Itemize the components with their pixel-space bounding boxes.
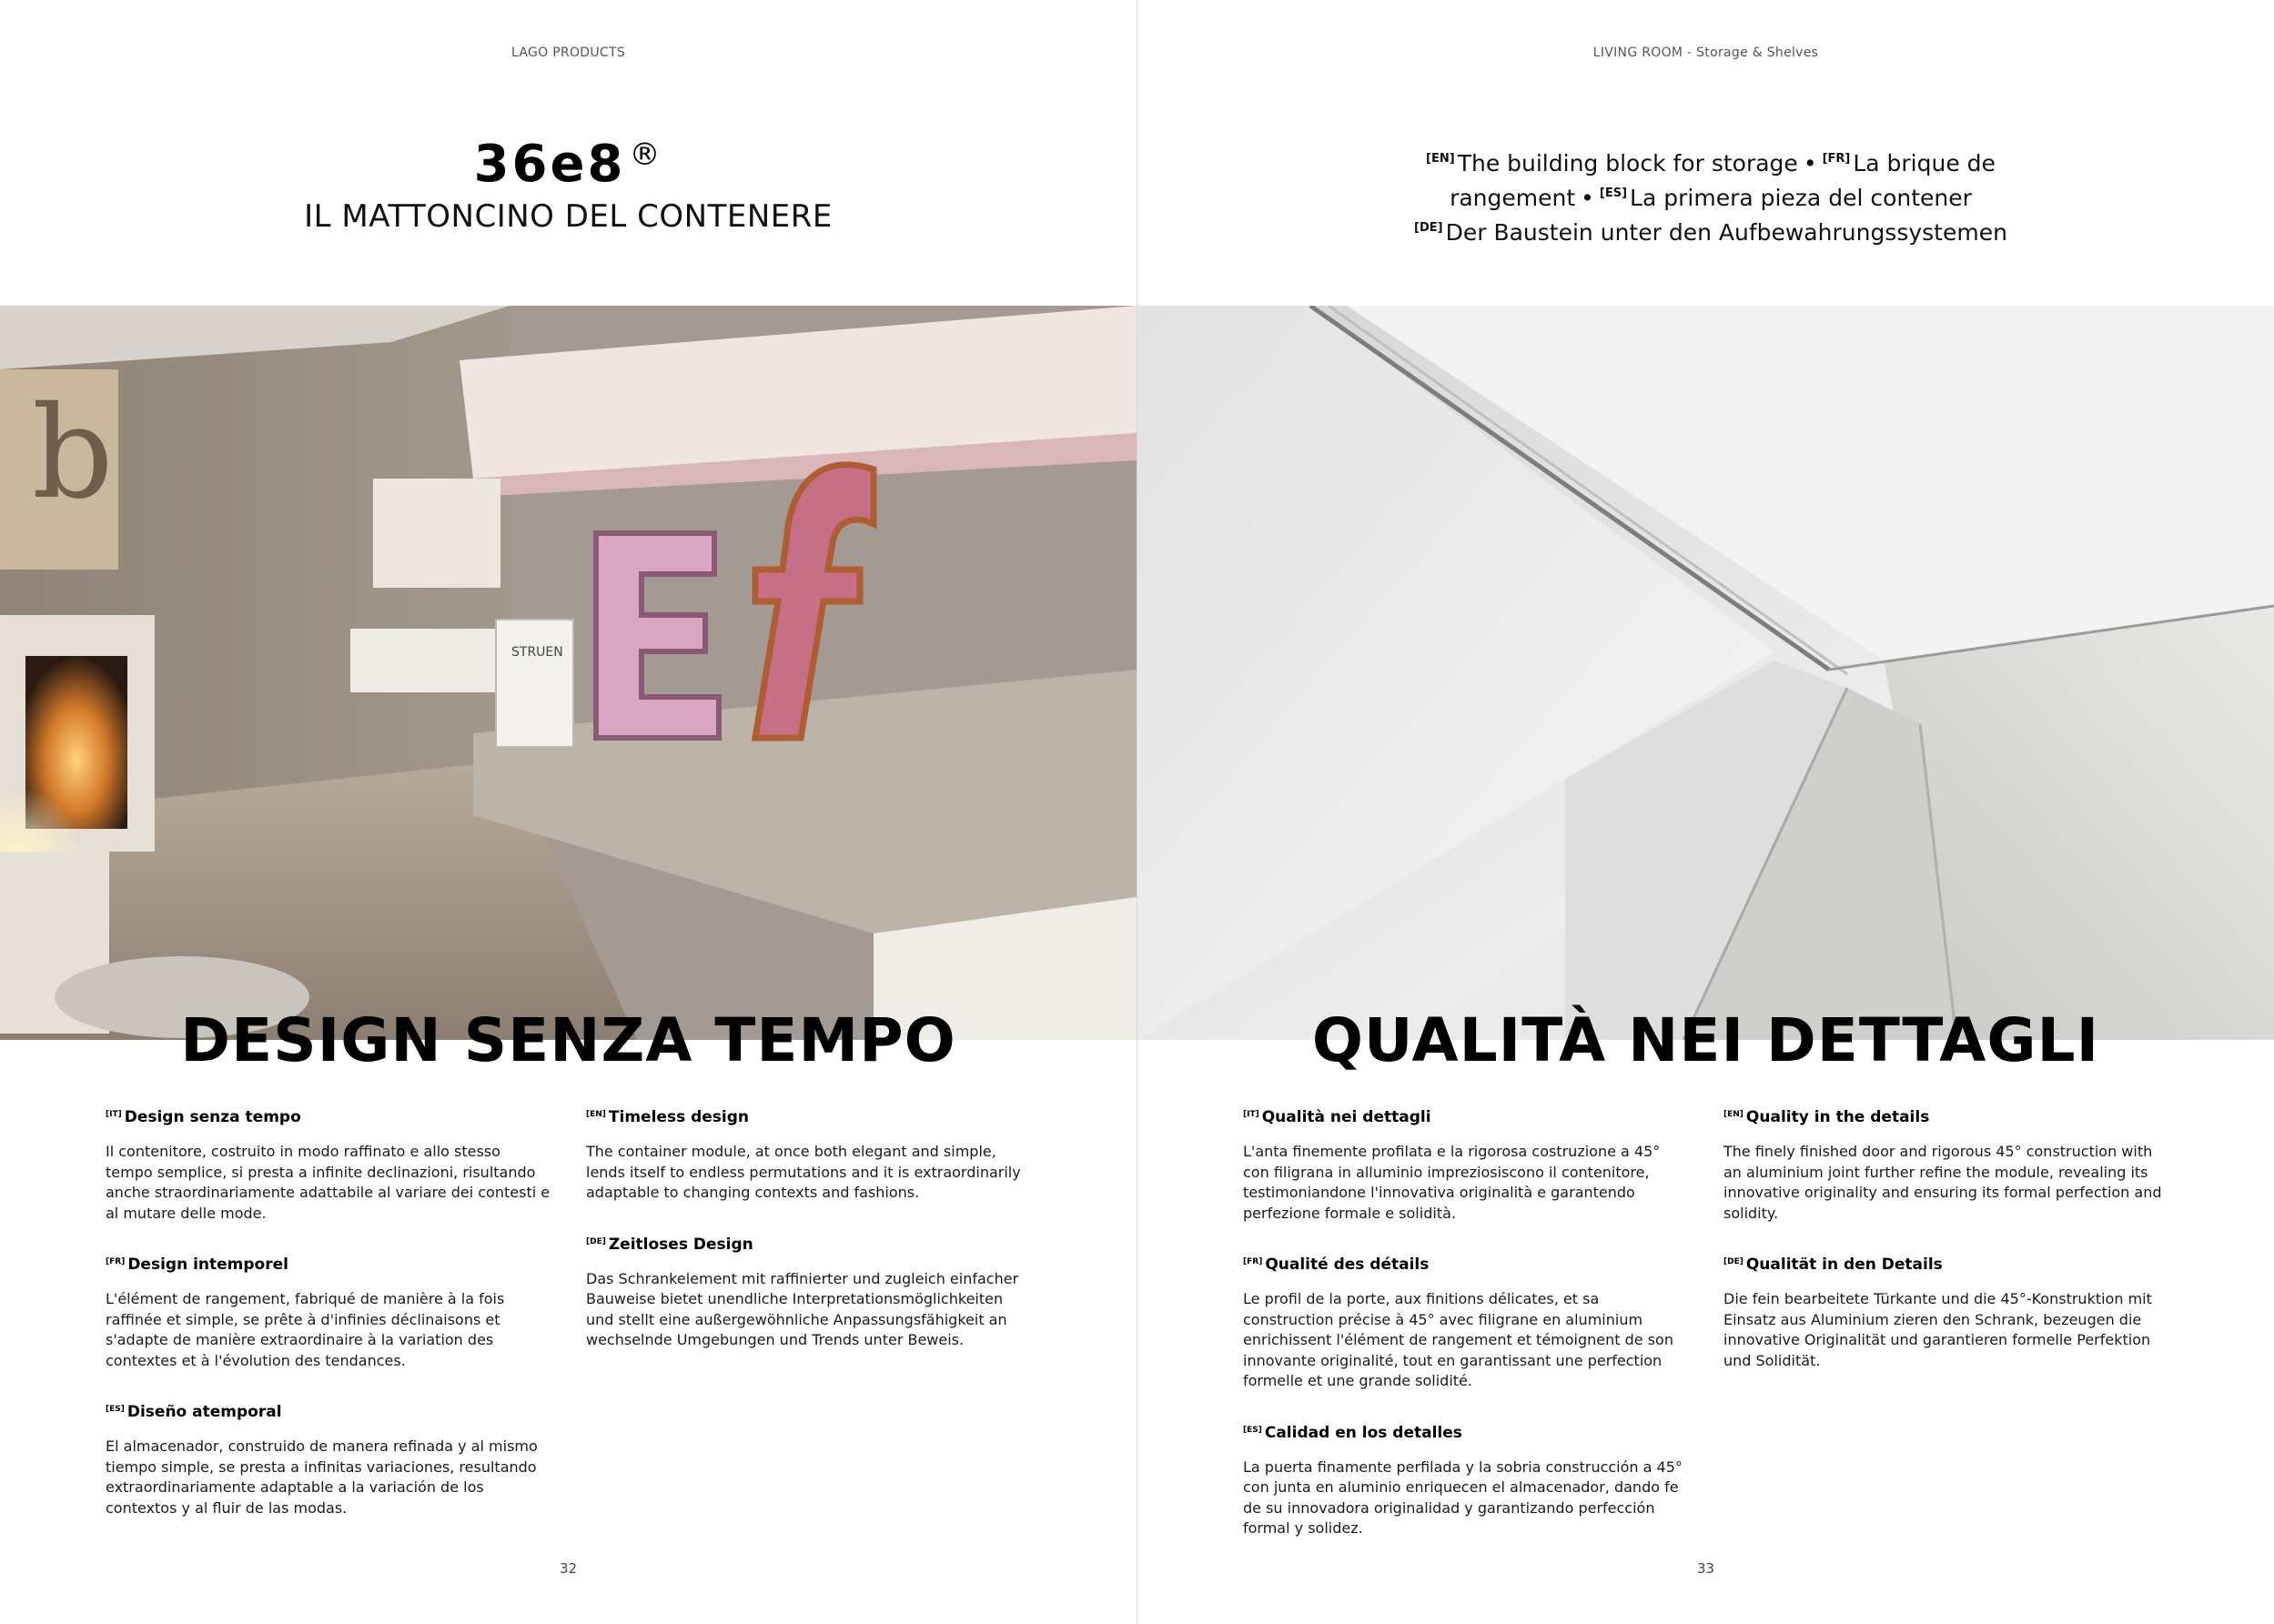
book-label: STRUEN bbox=[511, 645, 563, 660]
block-text: Il contenitore, costruito in modo raffinato e allo stesso tempo semplice, si presta a infinite declinazioni, risultando anche straordinariamente adattabile al variare dei contesti e al mutare delle mode. bbox=[106, 1143, 551, 1222]
page-number: 32 bbox=[559, 1560, 578, 1577]
block-title-text: Qualità nei dettagli bbox=[1261, 1108, 1431, 1126]
block-title-text: Qualité des détails bbox=[1265, 1256, 1430, 1274]
text-block bbox=[586, 1105, 1032, 1204]
page-number: 33 bbox=[1696, 1560, 1715, 1577]
subtitle: IL MATTONCINO DEL CONTENERE bbox=[304, 198, 833, 235]
text-column-1 bbox=[106, 1105, 551, 1547]
text-column-2 bbox=[1723, 1105, 2169, 1399]
living-room-illustration bbox=[0, 306, 1137, 1040]
block-title bbox=[106, 1105, 551, 1127]
headline: DESIGN SENZA TEMPO bbox=[180, 1005, 956, 1075]
block-title bbox=[1243, 1252, 1689, 1275]
bullet: • bbox=[1581, 185, 1594, 211]
brand-title bbox=[0, 135, 1137, 194]
lang-tag: [IT] bbox=[1243, 1110, 1259, 1119]
headline: QUALITÀ NEI DETTAGLI bbox=[1311, 1005, 2100, 1075]
lang-tag: [EN] bbox=[586, 1110, 606, 1119]
text-block bbox=[106, 1252, 551, 1371]
lang-tag: [ES] bbox=[1599, 187, 1628, 200]
block-title-text: Design intemporel bbox=[127, 1256, 288, 1274]
block-title-text: Design senza tempo bbox=[124, 1108, 301, 1126]
block-text: L'élément de rangement, fabriqué de manière à la fois raffinée et simple, se prête à d'infinies déclinaisons et s'adapte de manière extraordinaire à la variation des contextes et à l'évolution des tendances. bbox=[106, 1290, 505, 1369]
block-title bbox=[1243, 1105, 1689, 1127]
registered-mark: ® bbox=[629, 136, 663, 173]
block-text: El almacenador, construido de manera refinada y al mismo tiempo simple, se presta a infinitas variaciones, resultando extraordinariamente adaptable a la variación de los contextos y al fluir de las modas. bbox=[106, 1437, 538, 1517]
block-text: Le profil de la porte, aux finitions délicates, et sa construction précise à 45° avec filigrane en aluminium enrichissent l'élément de rangement et témoignent de son innovante originalité, tout en garantissant une perfection formelle et une grande solidité. bbox=[1243, 1290, 1673, 1389]
tagline-de: Der Baustein unter den Aufbewahrungssystemen bbox=[1445, 219, 2007, 246]
block-text: La puerta finamente perfilada y la sobria construcción a 45° con junta en aluminio enriquecen el almacenador, dando fe de su innovadora originalidad y garantizando perfección formal y solidez. bbox=[1243, 1458, 1683, 1537]
text-block bbox=[106, 1105, 551, 1224]
block-title bbox=[586, 1105, 1032, 1127]
lang-tag: [EN] bbox=[1723, 1110, 1743, 1119]
block-title bbox=[1723, 1105, 2169, 1127]
living-room-photo bbox=[0, 306, 1137, 1040]
right-page bbox=[1137, 0, 2274, 1624]
detail-photo bbox=[1137, 306, 2274, 1040]
block-title bbox=[1723, 1252, 2169, 1275]
lang-tag: [FR] bbox=[1243, 1257, 1263, 1266]
block-title-text: Timeless design bbox=[608, 1108, 750, 1126]
tagline-fr: La brique de rangement bbox=[1450, 150, 1996, 211]
block-title bbox=[586, 1232, 1032, 1255]
text-block bbox=[1243, 1105, 1689, 1224]
lang-tag: [DE] bbox=[586, 1236, 606, 1246]
block-title-text: Diseño atemporal bbox=[126, 1403, 282, 1421]
tagline bbox=[1392, 144, 2029, 247]
block-text: L'anta finemente profilata e la rigorosa costruzione a 45° con filigrana in alluminio impreziosiscono il contenitore, testimoniandone l'innovativa originalità e garantendo perfezione formale e solidità. bbox=[1243, 1143, 1661, 1222]
block-text: The finely finished door and rigorous 45° construction with an aluminium joint further refine the module, revealing its innovative originality and ensuring its formal perfection and solidity. bbox=[1723, 1143, 2162, 1222]
svg-text:b: b bbox=[32, 379, 114, 528]
text-block bbox=[1723, 1105, 2169, 1224]
bullet: • bbox=[1803, 150, 1817, 177]
tagline-en: The building block for storage bbox=[1457, 150, 1798, 177]
lang-tag: [DE] bbox=[1723, 1257, 1743, 1266]
block-title-text: Quality in the details bbox=[1745, 1108, 1930, 1126]
text-block bbox=[1723, 1252, 2169, 1371]
lang-tag: [ES] bbox=[106, 1405, 125, 1414]
lang-tag: [FR] bbox=[1822, 152, 1851, 166]
lang-tag: [ES] bbox=[1243, 1425, 1262, 1435]
brand-name: 36e8 bbox=[473, 135, 626, 194]
lang-tag: [DE] bbox=[1414, 221, 1443, 235]
block-title-text: Qualität in den Details bbox=[1745, 1256, 1943, 1274]
lang-tag: [FR] bbox=[106, 1257, 126, 1266]
text-column-1 bbox=[1243, 1105, 1689, 1568]
running-head: LAGO PRODUCTS bbox=[510, 45, 626, 60]
running-head: LIVING ROOM - Storage & Shelves bbox=[1592, 45, 1819, 60]
block-title-text: Zeitloses Design bbox=[608, 1235, 753, 1254]
block-title-text: Calidad en los detalles bbox=[1264, 1423, 1462, 1442]
block-text: Das Schrankelement mit raffinierter und zugleich einfacher Bauweise bietet unendliche Interpretationsmöglichkeiten und stellt eine außergewöhnliche Anpassungsfähigkeit an wechselnde Umgebungen und Trends unter Beweis. bbox=[586, 1269, 1019, 1348]
block-text: Die fein bearbeitete Türkante und die 45°-Konstruktion mit Einsatz aus Aluminium zieren den Schrank, bezeugen die innovative Originalität und garantieren formelle Perfektion und Solidität. bbox=[1723, 1290, 2152, 1369]
block-title bbox=[1243, 1420, 1689, 1443]
lang-tag: [EN] bbox=[1426, 152, 1455, 166]
cabinet-detail-illustration bbox=[1137, 306, 2274, 1040]
text-block bbox=[1243, 1420, 1689, 1539]
block-title bbox=[106, 1252, 551, 1275]
text-column-2 bbox=[586, 1105, 1032, 1379]
block-text: The container module, at once both elegant and simple, lends itself to endless permutations and it is extraordinarily adaptable to changing contexts and fashions. bbox=[586, 1143, 1021, 1201]
text-block bbox=[1243, 1252, 1689, 1392]
text-block bbox=[106, 1399, 551, 1518]
text-block bbox=[586, 1232, 1032, 1351]
lang-tag: [IT] bbox=[106, 1110, 122, 1119]
tagline-es: La primera pieza del contener bbox=[1630, 185, 1972, 211]
block-title bbox=[106, 1399, 551, 1422]
